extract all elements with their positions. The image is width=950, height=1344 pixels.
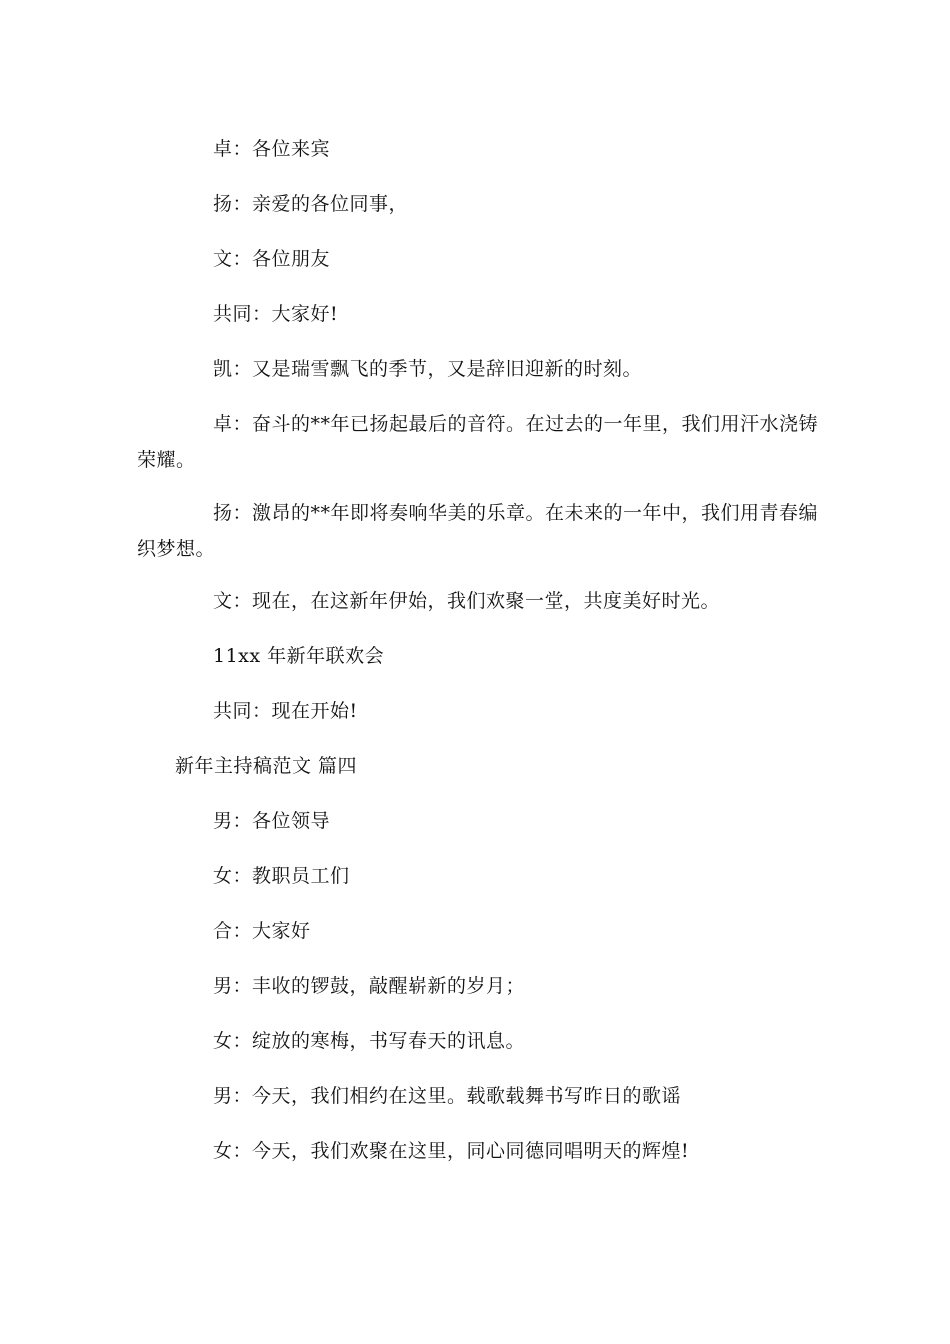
script-line: 男：今天，我们相约在这里。载歌载舞书写昨日的歌谣 <box>213 1085 682 1107</box>
script-line: 凯：又是瑞雪飘飞的季节，又是辞旧迎新的时刻。 <box>213 358 643 380</box>
script-line-continuation: 荣耀。 <box>137 449 196 471</box>
script-line: 文：各位朋友 <box>213 248 331 270</box>
script-line: 合：大家好 <box>213 920 311 942</box>
script-line: 卓：各位来宾 <box>213 138 331 160</box>
script-line: 女：教职员工们 <box>213 865 350 887</box>
script-line: 共同：现在开始! <box>213 700 358 722</box>
script-line: 男：丰收的锣鼓，敲醒崭新的岁月； <box>213 975 526 997</box>
script-line: 扬：激昂的**年即将奏响华美的乐章。在未来的一年中，我们用青春编 <box>213 502 819 524</box>
script-line: 文：现在，在这新年伊始，我们欢聚一堂，共度美好时光。 <box>213 590 721 612</box>
script-line: 女：绽放的寒梅，书写春天的讯息。 <box>213 1030 526 1052</box>
section-heading: 新年主持稿范文 篇四 <box>175 755 358 777</box>
script-line: 11xx 年新年联欢会 <box>213 645 385 667</box>
script-line: 卓：奋斗的**年已扬起最后的音符。在过去的一年里，我们用汗水浇铸 <box>213 413 819 435</box>
script-line: 男：各位领导 <box>213 810 331 832</box>
script-line-continuation: 织梦想。 <box>137 538 216 560</box>
script-line: 共同：大家好! <box>213 303 339 325</box>
script-line: 女：今天，我们欢聚在这里，同心同德同唱明天的辉煌! <box>213 1140 690 1162</box>
script-line: 扬：亲爱的各位同事， <box>213 193 409 215</box>
